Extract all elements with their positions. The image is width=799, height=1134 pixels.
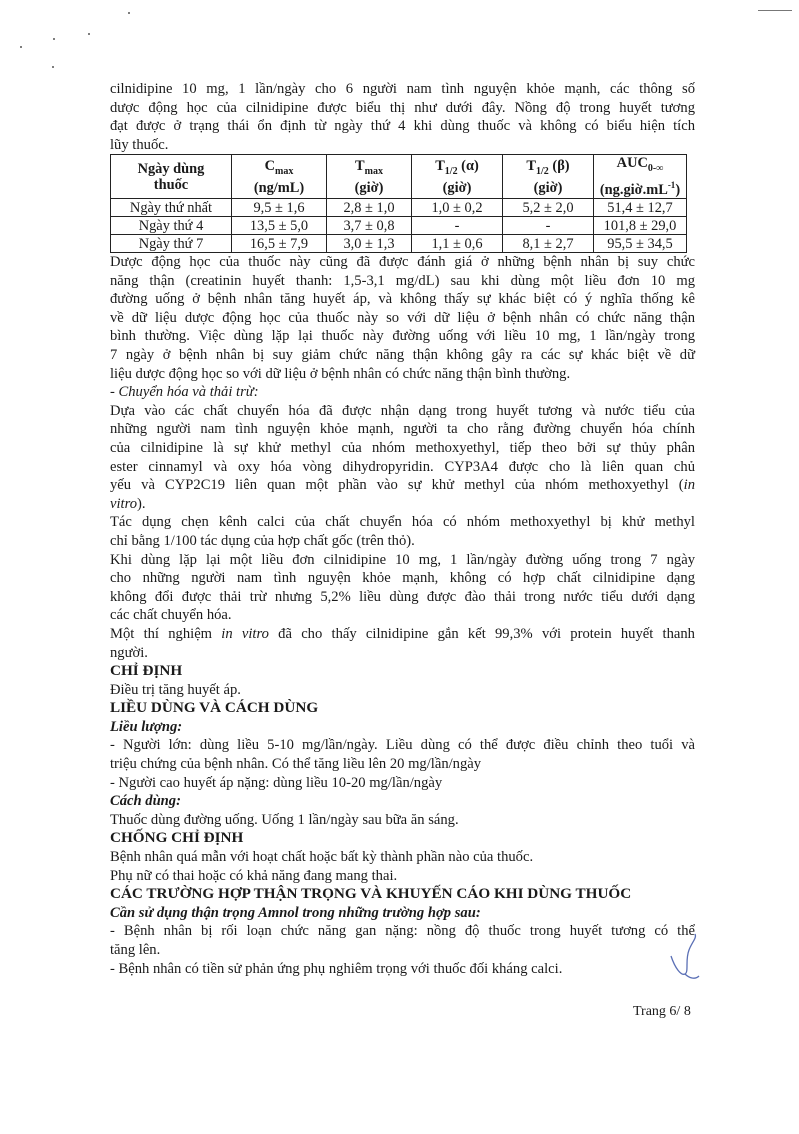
table-cell: Ngày thứ 4	[111, 217, 232, 235]
table-row	[111, 217, 687, 235]
table-cell: Ngày thứ 7	[111, 235, 232, 253]
text-line: của cilnidipine là sự khử methyl của nhóm methoxyethyl, tiếp theo bởi sự thủy phân	[110, 439, 695, 456]
calci-paragraph	[110, 513, 695, 550]
top-edge-line	[758, 10, 792, 11]
table-cell: -	[412, 217, 503, 235]
text-line: tăng lên.	[110, 942, 161, 959]
table-row	[111, 199, 687, 217]
caution-heading: CÁC TRƯỜNG HỢP THẬN TRỌNG VÀ KHUYẾN CÁO KHI DÙNG THUỐC	[110, 885, 632, 903]
contraindication-heading: CHỐNG CHỈ ĐỊNH	[110, 829, 244, 847]
table-cell: 51,4 ± 12,7	[594, 199, 687, 217]
handwritten-initial	[665, 930, 705, 990]
table-cell: 1,1 ± 0,6	[412, 235, 503, 253]
admin-text: Thuốc dùng đường uống. Uống 1 lần/ngày sau bữa ăn sáng.	[110, 811, 459, 828]
metabolism-subtitle: - Chuyển hóa và thải trừ:	[110, 384, 259, 401]
repeat-dose-paragraph	[110, 551, 695, 625]
table-cell: 1,0 ± 0,2	[412, 199, 503, 217]
scan-speck	[53, 38, 55, 40]
text-line: các chất chuyển hóa.	[110, 607, 232, 624]
header-day: Ngày dùng thuốc	[111, 155, 232, 199]
admin-subheading: Cách dùng:	[110, 793, 181, 810]
header-t-half-beta: $T_{1/2}$ (β) (giờ)	[503, 155, 594, 199]
header-cmax: $C_{max}$ (ng/mL)	[232, 155, 327, 199]
text-line: năng thận (creatinin huyết thanh: 1,5-3,1 mg/dL) sau khi dùng một liều đơn 10 mg	[110, 272, 695, 289]
text-line: về dữ liệu dược động học của thuốc này so với dữ liệu ở bệnh nhân có chức năng thận	[110, 309, 695, 326]
text-line: ester cinnamyl và oxy hóa vòng dihydropyridin. CYP3A4 được cho là liên quan chủ	[110, 458, 695, 475]
text-line: Dược động học của thuốc này cũng đã được đánh giá ở những bệnh nhân bị suy chức	[110, 254, 695, 271]
text-line: đạt được ở trạng thái ổn định từ ngày thứ 4 khi dùng thuốc và không có biểu hiện tích	[110, 118, 695, 135]
table-cell: 16,5 ± 7,9	[232, 235, 327, 253]
text-line: Một thí nghiệm in vitro đã cho thấy cilnidipine gắn kết 99,3% với protein huyết thanh	[110, 625, 695, 642]
table-cell: 5,2 ± 2,0	[503, 199, 594, 217]
table-cell: 9,5 ± 1,6	[232, 199, 327, 217]
text-line: cilnidipine 10 mg, 1 lần/ngày cho 6 người nam tình nguyện khỏe mạnh, các thông số	[110, 81, 695, 97]
renal-paragraph	[110, 253, 695, 383]
text-line: người.	[110, 644, 148, 661]
text-line: Khi dùng lặp lại một liều đơn cilnidipine 10 mg, 1 lần/ngày đường uống trong 7 ngày	[110, 551, 695, 568]
table-cell: 13,5 ± 5,0	[232, 217, 327, 235]
table-row	[111, 235, 687, 253]
table-cell: 3,7 ± 0,8	[327, 217, 412, 235]
text-line: - Người lớn: dùng liều 5-10 mg/lần/ngày. Liều dùng có thể được điều chỉnh theo tuổi và	[110, 737, 695, 754]
text-line: Phụ nữ có thai hoặc có khả năng đang mang thai.	[110, 867, 398, 884]
text-line: bình thường. Việc dùng lặp lại thuốc này đường uống với liều 10 mg, 1 lần/ngày trong	[110, 328, 695, 345]
header-tmax: $T_{max}$ (giờ)	[327, 155, 412, 199]
text-line: - Người cao huyết áp nặng: dùng liều 10-20 mg/lần/ngày	[110, 774, 443, 791]
metabolism-paragraph	[110, 402, 695, 514]
text-line: triệu chứng của bệnh nhân. Có thể tăng liều lên 20 mg/lần/ngày	[110, 756, 482, 773]
pharmacokinetics-table	[110, 154, 687, 253]
indication-text: Điều trị tăng huyết áp.	[110, 681, 241, 698]
scan-speck	[88, 33, 90, 35]
table-cell: 101,8 ± 29,0	[594, 217, 687, 235]
scan-speck	[128, 12, 130, 14]
text-line: yếu và CYP2C19 liên quan một phần vào sự khử methyl của nhóm methoxyethyl (in	[110, 477, 695, 494]
page-number: Trang 6/ 8	[633, 1004, 691, 1019]
text-line: những người nam tình nguyện khỏe mạnh, người ta cho rằng đường chuyển hóa chính	[110, 421, 695, 438]
dose-subheading: Liều lượng:	[110, 718, 183, 735]
text-line: lũy thuốc.	[110, 136, 169, 153]
table-cell: 3,0 ± 1,3	[327, 235, 412, 253]
text-line: liệu dược động học so với dữ liệu ở bệnh nhân có chức năng thận bình thường.	[110, 365, 571, 382]
text-line: Dựa vào các chất chuyển hóa đã được nhận dạng trong huyết tương và nước tiểu của	[110, 402, 695, 419]
scan-speck	[52, 66, 54, 68]
intro-paragraph	[110, 80, 695, 154]
text-line: cho những người nam tình nguyện khỏe mạnh, không có hợp chất cilnidipine dạng	[110, 570, 695, 587]
text-line: Bệnh nhân quá mẫn với hoạt chất hoặc bất kỳ thành phần nào của thuốc.	[110, 849, 534, 866]
document-body	[110, 80, 695, 978]
text-line: đường uống ở bệnh nhân tăng huyết áp, và không thấy sự khác biệt có ý nghĩa thống kê	[110, 291, 695, 308]
table-cell: 95,5 ± 34,5	[594, 235, 687, 253]
indication-heading: CHỈ ĐỊNH	[110, 662, 183, 680]
dose-paragraph	[110, 736, 695, 792]
text-line: Tác dụng chẹn kênh calci của chất chuyển hóa có nhóm methoxyethyl bị khử methyl	[110, 514, 695, 531]
table-cell: Ngày thứ nhất	[111, 199, 232, 217]
table-cell: 2,8 ± 1,0	[327, 199, 412, 217]
table-cell: 8,1 ± 2,7	[503, 235, 594, 253]
caution-subheading: Cần sử dụng thận trọng Amnol trong những trường hợp sau:	[110, 904, 481, 921]
text-line: dược động học của cilnidipine được biểu thị như dưới đây. Nồng độ trong huyết tương	[110, 99, 695, 116]
text-line: chỉ bằng 1/100 tác dụng của hợp chất gốc (trên thỏ).	[110, 532, 415, 549]
text-line: - Bệnh nhân bị rối loạn chức năng gan nặng: nồng độ thuốc trong huyết tương có thể	[110, 923, 695, 940]
protein-binding-paragraph	[110, 625, 695, 662]
text-line: - Bệnh nhân có tiền sử phản ứng phụ nghiêm trọng với thuốc đối kháng calci.	[110, 960, 563, 977]
text-line: không đổi được thải trừ nhưng 5,2% liều dùng được đào thải trong nước tiểu dưới dạng	[110, 588, 695, 605]
text-line: 7 ngày ở bệnh nhân bị suy giảm chức năng thận không gây ra các sự khác biệt về dữ	[110, 347, 695, 364]
dosage-heading: LIỀU DÙNG VÀ CÁCH DÙNG	[110, 699, 319, 717]
caution-paragraph	[110, 922, 695, 978]
header-auc: $AUC_{0-\infty}$ $(ng.giờ.mL^{-1})$	[594, 155, 687, 199]
scan-speck	[20, 46, 22, 48]
table-cell: -	[503, 217, 594, 235]
header-t-half-alpha: $T_{1/2}$ (α) (giờ)	[412, 155, 503, 199]
table-header-row	[111, 155, 687, 199]
text-line: vitro).	[110, 495, 146, 512]
